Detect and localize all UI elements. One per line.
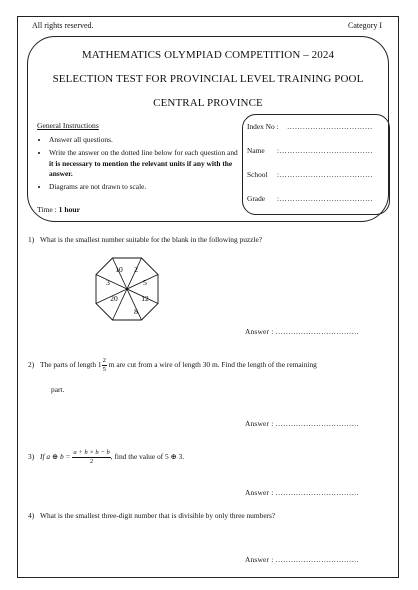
time-allowed: Time : 1 hour — [37, 205, 80, 214]
instruction-item: • Answer all questions. — [49, 135, 239, 146]
title-line-3: CENTRAL PROVINCE — [153, 97, 263, 109]
operation-fraction: $\frac{a + b \times b - b}{2}$ — [73, 449, 110, 465]
exam-page — [17, 16, 399, 578]
question-2-continued: part. — [51, 385, 65, 394]
category-label: Category I — [348, 21, 382, 30]
instruction-item: • Diagrams are not drawn to scale. — [49, 182, 239, 193]
title-line-2: SELECTION TEST FOR PROVINCIAL LEVEL TRAINING POOL — [52, 73, 364, 85]
mixed-fraction: $\frac{2}{5}$ — [102, 357, 106, 373]
puzzle-value: 20 — [110, 294, 118, 303]
question-1: 1) What is the smallest number suitable for the blank in the following puzzle? — [28, 235, 263, 244]
header-box — [27, 36, 389, 222]
question-3: 3) If a ⊕ b = $\frac{a + b \times b - b}{2}$ , find the value of 5 ⊕ 3. — [28, 449, 185, 465]
title-line-1: MATHEMATICS OLYMPIAD COMPETITION – 2024 — [81, 49, 335, 61]
candidate-info-box: Index No : …………………………… Name :……………………………… School :……………………………… Grade :……………………………… — [242, 114, 390, 215]
answer-line-1[interactable]: Answer : …………………………… — [245, 327, 360, 336]
puzzle-value: 5 — [143, 278, 147, 287]
puzzle-value: 2 — [134, 265, 138, 274]
instructions-heading: General Instructions — [37, 121, 99, 130]
puzzle-value: 8 — [134, 307, 138, 316]
question-4: 4) What is the smallest three-digit number that is divisible by only three numbers? — [28, 511, 276, 520]
answer-line-4[interactable]: Answer : …………………………… — [245, 555, 360, 564]
answer-line-2[interactable]: Answer : …………………………… — [245, 419, 360, 428]
question-2: 2) The parts of length 1 $\frac{2}{5}$ m are cut from a wire of length 30 m. Find the length of the remaining — [28, 357, 317, 373]
answer-line-3[interactable]: Answer : …………………………… — [245, 488, 360, 497]
octagon-puzzle — [92, 254, 162, 324]
puzzle-value: 12 — [141, 294, 149, 303]
puzzle-value: 10 — [115, 265, 123, 274]
instructions-list — [34, 135, 239, 195]
rights-notice: All rights reserved. — [32, 21, 94, 30]
puzzle-value: 3 — [106, 278, 110, 287]
instruction-item: • Write the answer on the dotted line below for each question and it is necessary to mention the relevant units if any with the answer. — [49, 148, 239, 180]
